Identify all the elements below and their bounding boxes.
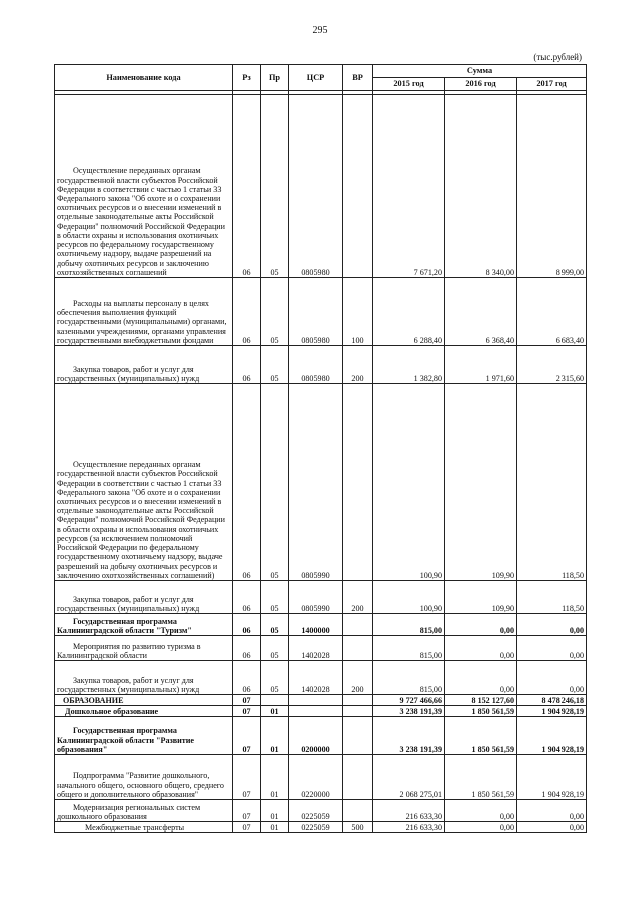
row-csr: 0805980 [289,346,343,384]
row-csr: 0225059 [289,822,343,833]
row-rz: 06 [233,661,261,695]
row-rz: 06 [233,346,261,384]
row-sum-2017: 0,00 [517,661,587,695]
header-pr: Пр [261,65,289,91]
row-vr [343,800,373,822]
row-vr: 200 [343,661,373,695]
row-sum-2015: 815,00 [373,636,445,661]
row-csr [289,695,343,706]
row-sum-2015: 7 671,20 [373,95,445,278]
row-sum-2015: 6 288,40 [373,278,445,346]
header-sum: Сумма [373,65,587,78]
row-sum-2015: 2 068 275,01 [373,755,445,800]
table-row [55,661,587,695]
row-sum-2016: 109,90 [445,384,517,581]
row-name: Государственная программа Калининградской области "Туризм" [57,616,192,635]
table-row [55,384,587,581]
row-pr: 05 [261,95,289,278]
row-sum-2016: 0,00 [445,636,517,661]
table-row [55,346,587,384]
table-row [55,581,587,614]
row-sum-2016: 8 340,00 [445,95,517,278]
row-csr: 0805990 [289,581,343,614]
row-sum-2017: 8 478 246,18 [517,695,587,706]
row-rz: 07 [233,755,261,800]
row-sum-2017: 1 904 928,19 [517,706,587,717]
row-csr: 1400000 [289,614,343,636]
row-vr: 500 [343,822,373,833]
row-vr: 100 [343,278,373,346]
row-pr: 01 [261,717,289,755]
row-sum-2017: 118,50 [517,581,587,614]
row-csr: 1402028 [289,636,343,661]
row-name: Дошкольное образование [65,706,159,716]
row-vr [343,755,373,800]
row-name: Осуществление переданных органам государственной власти субъектов Российской Федерации в соответствии с частью 1 статьи 33 Федерального закона "Об охоте и о сохранении охотничьих ресурсов и о внесении изменений в отдельные законодательные акты Российской Федерации" полномочий Российской Федерации в области охраны и использования охотничьих ресурсов (за исключением полномочий Российской Федерации по федеральному государственному охотничьему надзору, выдаче разрешений на добычу охотничьих ресурсов и заключению охотхозяйственных соглашений) [57,460,225,580]
row-csr: 1402028 [289,661,343,695]
row-vr [343,695,373,706]
row-sum-2017: 0,00 [517,614,587,636]
table-row [55,717,587,755]
row-sum-2016: 0,00 [445,800,517,822]
row-sum-2017: 0,00 [517,822,587,833]
row-name: Закупка товаров, работ и услуг для государственных (муниципальных) нужд [57,675,200,694]
row-sum-2016: 0,00 [445,614,517,636]
table-row [55,95,587,278]
table-row [55,800,587,822]
row-pr [261,695,289,706]
row-vr: 200 [343,581,373,614]
row-pr: 05 [261,614,289,636]
row-rz: 06 [233,636,261,661]
row-csr: 0805980 [289,95,343,278]
page-number: 295 [312,25,328,36]
row-csr: 0200000 [289,717,343,755]
row-name: Подпрограмма "Развитие дошкольного, начального общего, основного общего, среднего общего и дополнительного образования" [57,771,224,799]
row-pr: 01 [261,800,289,822]
row-sum-2015: 9 727 466,66 [373,695,445,706]
row-sum-2015: 815,00 [373,614,445,636]
row-vr: 200 [343,346,373,384]
row-sum-2017: 1 904 928,19 [517,717,587,755]
row-pr: 01 [261,822,289,833]
row-sum-2015: 100,90 [373,581,445,614]
row-name: Мероприятия по развитию туризма в Калининградской области [57,641,201,660]
row-rz: 06 [233,581,261,614]
row-csr: 0220000 [289,755,343,800]
header-csr: ЦСР [289,65,343,91]
row-sum-2016: 1 850 561,59 [445,755,517,800]
row-sum-2017: 8 999,00 [517,95,587,278]
header-vr: ВР [343,65,373,91]
header-name: Наименование кода [55,65,233,91]
row-pr: 05 [261,278,289,346]
row-sum-2017: 118,50 [517,384,587,581]
row-sum-2016: 1 850 561,59 [445,706,517,717]
row-pr: 05 [261,661,289,695]
row-sum-2015: 815,00 [373,661,445,695]
row-rz: 06 [233,278,261,346]
row-vr [343,636,373,661]
header-2015: 2015 год [373,78,445,91]
row-sum-2017: 0,00 [517,800,587,822]
row-name: Модернизация региональных систем дошкольного образования [57,802,201,821]
row-sum-2015: 100,90 [373,384,445,581]
row-pr: 05 [261,581,289,614]
table-row [55,636,587,661]
row-pr: 01 [261,706,289,717]
row-sum-2017: 1 904 928,19 [517,755,587,800]
table-row [55,614,587,636]
row-name: Расходы на выплаты персоналу в целях обеспечения выполнения функций государственными (муниципальными) органами, казенными учреждениями, органами управления государственными внебюджетными фондами [57,298,227,345]
row-sum-2015: 3 238 191,39 [373,706,445,717]
row-vr [343,95,373,278]
row-rz: 07 [233,822,261,833]
row-rz: 07 [233,800,261,822]
units-label: (тыс.рублей) [533,52,582,62]
row-name: Закупка товаров, работ и услуг для государственных (муниципальных) нужд [57,594,200,613]
row-pr: 05 [261,636,289,661]
row-sum-2016: 1 850 561,59 [445,717,517,755]
row-rz: 07 [233,706,261,717]
table-row [55,822,587,833]
row-vr [343,384,373,581]
row-name: Осуществление переданных органам государственной власти субъектов Российской Федерации в соответствии с частью 1 статьи 33 Федерального закона "Об охоте и о сохранении охотничьих ресурсов и о внесении изменений в отдельные законодательные акты Российской Федерации" полномочий Российской Федерации в области охраны и использования охотничьих ресурсов по федеральному государственному охотничьему надзору, выдаче разрешений на добычу охотничьих ресурсов и заключению охотхозяйственных соглашений [57,166,225,277]
header-2017: 2017 год [517,78,587,91]
row-rz: 06 [233,95,261,278]
row-name: Закупка товаров, работ и услуг для государственных (муниципальных) нужд [57,364,200,383]
row-sum-2016: 0,00 [445,822,517,833]
budget-table [54,64,587,833]
row-sum-2015: 3 238 191,39 [373,717,445,755]
row-sum-2017: 0,00 [517,636,587,661]
row-vr [343,717,373,755]
row-sum-2016: 6 368,40 [445,278,517,346]
table-row [55,706,587,717]
row-sum-2016: 1 971,60 [445,346,517,384]
row-name: Государственная программа Калининградской области "Развитие образования" [57,726,195,754]
row-csr: 0805980 [289,278,343,346]
row-sum-2016: 8 152 127,60 [445,695,517,706]
header-2016: 2016 год [445,78,517,91]
row-sum-2015: 216 633,30 [373,800,445,822]
row-sum-2015: 1 382,80 [373,346,445,384]
table-row [55,755,587,800]
row-sum-2015: 216 633,30 [373,822,445,833]
row-pr: 01 [261,755,289,800]
row-rz: 07 [233,695,261,706]
row-pr: 05 [261,384,289,581]
table-row [55,278,587,346]
table-row [55,695,587,706]
row-rz: 07 [233,717,261,755]
header-rz: Рз [233,65,261,91]
row-sum-2017: 6 683,40 [517,278,587,346]
row-csr [289,706,343,717]
row-name: ОБРАЗОВАНИЕ [63,695,124,705]
row-name: Межбюджетные трансферты [85,822,185,832]
row-vr [343,706,373,717]
row-csr: 0225059 [289,800,343,822]
row-sum-2016: 0,00 [445,661,517,695]
row-sum-2017: 2 315,60 [517,346,587,384]
row-pr: 05 [261,346,289,384]
row-rz: 06 [233,614,261,636]
row-sum-2016: 109,90 [445,581,517,614]
row-csr: 0805990 [289,384,343,581]
row-rz: 06 [233,384,261,581]
row-vr [343,614,373,636]
